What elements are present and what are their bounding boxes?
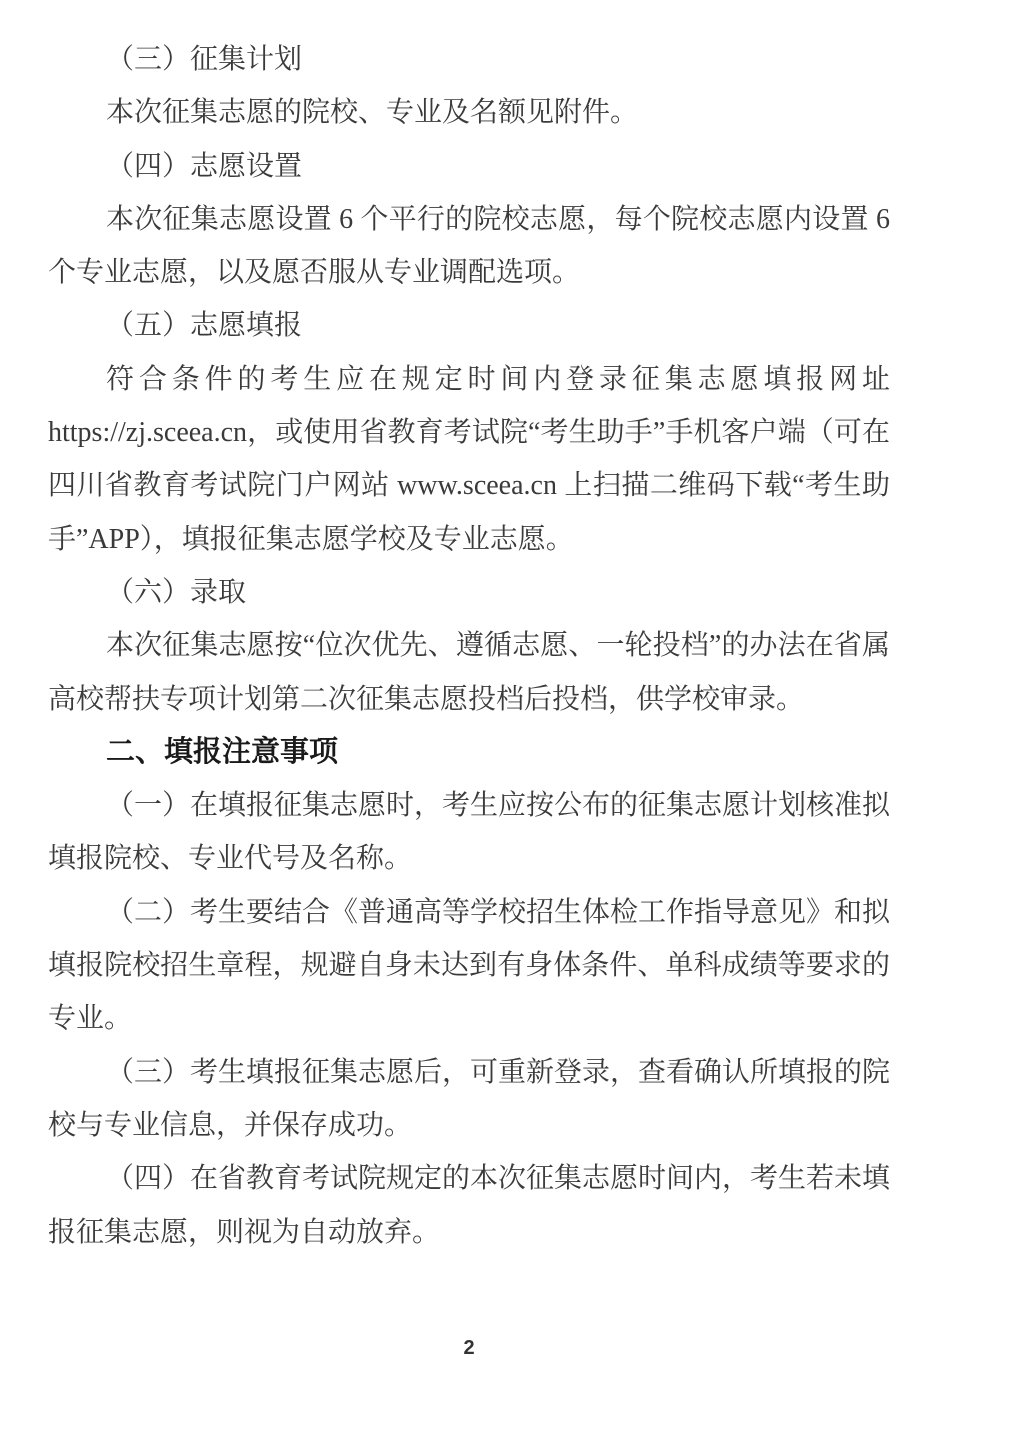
para-note2-line-3: 专业。: [48, 1003, 133, 1035]
para-note1-line-1: （一）在填报征集志愿时，考生应按公布的征集志愿计划核准拟: [106, 790, 890, 822]
para-filling-line-3: 四川省教育考试院门户网站 www.sceea.cn 上扫描二维码下载“考生助: [48, 470, 890, 502]
subheading-section-6: （六）录取: [106, 576, 247, 608]
para-note3-line-2: 校与专业信息，并保存成功。: [48, 1109, 413, 1141]
para-note4-line-1: （四）在省教育考试院规定的本次征集志愿时间内，考生若未填: [106, 1163, 890, 1195]
para-note2-line-2: 填报院校招生章程，规避自身未达到有身体条件、单科成绩等要求的: [48, 950, 890, 982]
para-filling-line-2: https://zj.sceea.cn，或使用省教育考试院“考生助手”手机客户端（可在: [48, 417, 890, 449]
page-number: 2: [463, 1337, 475, 1359]
para-note1-line-2: 填报院校、专业代号及名称。: [48, 843, 413, 875]
para-admission-line-2: 高校帮扶专项计划第二次征集志愿投档后投档，供学校审录。: [48, 683, 805, 715]
para-plan-line-1: 本次征集志愿的院校、专业及名额见附件。: [106, 97, 639, 129]
para-note2-line-1: （二）考生要结合《普通高等学校招生体检工作指导意见》和拟: [106, 896, 890, 928]
subheading-section-4: （四）志愿设置: [106, 150, 303, 182]
para-settings-line-2: 个专业志愿，以及愿否服从专业调配选项。: [48, 257, 581, 289]
document-body: [48, 33, 890, 1259]
subheading-section-5: （五）志愿填报: [106, 310, 303, 342]
para-filling-line-4: 手”APP），填报征集志愿学校及专业志愿。: [48, 523, 574, 555]
para-filling-line-1: 符合条件的考生应在规定时间内登录征集志愿填报网址: [106, 363, 890, 395]
section-heading-2: 二、填报注意事项: [106, 735, 339, 768]
para-note3-line-1: （三）考生填报征集志愿后，可重新登录，查看确认所填报的院: [106, 1056, 890, 1088]
subheading-section-3: （三）征集计划: [106, 44, 303, 75]
para-note4-line-2: 报征集志愿，则视为自动放弃。: [48, 1216, 441, 1248]
para-admission-line-1: 本次征集志愿按“位次优先、遵循志愿、一轮投档”的办法在省属: [106, 630, 890, 662]
para-settings-line-1: 本次征集志愿设置 6 个平行的院校志愿，每个院校志愿内设置 6: [106, 203, 890, 235]
